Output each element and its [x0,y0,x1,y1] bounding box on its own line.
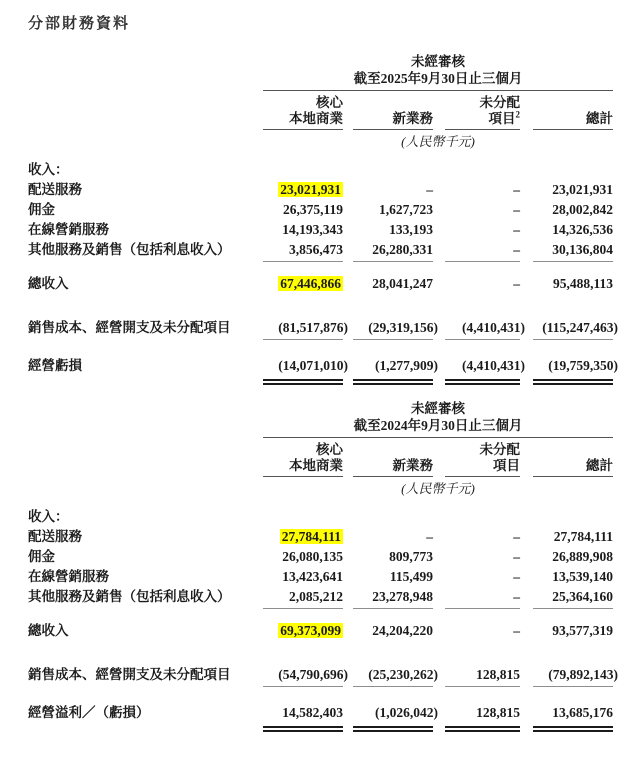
column-gap [343,240,353,262]
cell-total-col1 [263,621,343,641]
page-title: 分部財務資料 [28,15,131,32]
cell-value: – [513,182,520,197]
cell-item-col4 [533,527,613,547]
cell-item-col1 [263,527,343,547]
column-gap [433,547,445,567]
cell-item-last-col2 [353,587,433,609]
cell-value: 28,041,247 [372,276,433,291]
cell-value: (1,026,042) [375,705,438,720]
cell-item-col3 [445,527,520,547]
unaudited-label: 未經審核 [411,54,465,69]
column-gap [343,507,353,527]
cell-item-col2 [353,567,433,587]
col-header-line1: 未分配 [479,442,520,457]
cell-item-col3 [445,200,520,220]
cell-item-col3 [445,180,520,200]
column-gap [433,507,445,527]
row-spacer [28,151,613,160]
row-spacer [28,609,613,621]
row-spacer [28,294,613,318]
row-label-section: 收入： [28,509,69,524]
cell-item-last-col3 [445,240,520,262]
cell-value: (79,892,143) [548,667,618,682]
cell-value: 26,889,908 [552,549,613,564]
cell-item-col1 [263,220,343,240]
cell-result-col1 [263,703,343,732]
cell-value: (4,410,431) [462,358,525,373]
cell-section-col4 [533,507,613,527]
col-header-line2: 項目$^2$ [488,109,520,126]
column-gap [343,220,353,240]
cell-item-col4 [533,180,613,200]
col-header-unallocated-items [445,438,520,477]
cell-value: 69,373,099 [280,623,341,638]
cell-value: – [513,549,520,564]
column-gap [433,438,445,477]
segment-table-2025 [28,53,640,385]
col-header-line2: 總計 [586,111,613,126]
cell-value: – [513,529,520,544]
cell-result-col1 [263,356,348,385]
row-label-item: 配送服務 [28,182,82,197]
column-gap [520,665,533,687]
cell-value: (29,319,156) [368,320,438,335]
cell-total-col2 [353,621,433,641]
cell-costs-col1 [263,665,348,687]
row-label-item-last: 其他服務及銷售（包括利息收入） [28,242,231,257]
cell-value: – [513,589,520,604]
cell-item-col2 [353,200,433,220]
col-header-core-local-commerce [263,438,343,477]
row-label-item: 配送服務 [28,529,82,544]
cell-value: – [513,222,520,237]
row-label-item: 在線營銷服務 [28,569,109,584]
cell-total-col1 [263,274,343,294]
column-gap [520,180,533,200]
column-gap [343,160,353,180]
cell-value: 30,136,804 [552,242,613,257]
row-spacer [28,340,613,356]
cell-value: (54,790,696) [278,667,348,682]
cell-section-col3 [445,507,520,527]
row-label-section: 收入： [28,162,69,177]
cell-item-col2 [353,527,433,547]
column-gap [520,274,533,294]
cell-value: – [513,202,520,217]
cell-value: (81,517,876) [278,320,348,335]
cell-value: 23,021,931 [552,182,613,197]
cell-total-col3 [445,274,520,294]
column-gap [433,621,445,641]
col-header-line2: 項目 [493,458,520,473]
col-header-total [533,91,613,130]
cell-item-last-col3 [445,587,520,609]
cell-value: 27,784,111 [281,529,341,544]
column-gap [433,200,445,220]
cell-item-col4 [533,547,613,567]
cell-costs-col4 [533,318,618,340]
cell-costs-col4 [533,665,618,687]
col-header-unallocated-items [445,91,520,130]
cell-item-last-col1 [263,587,343,609]
cell-item-col4 [533,200,613,220]
row-label-result: 經營溢利／（虧損） [28,705,150,720]
cell-value: 13,423,641 [282,569,343,584]
row-label-item: 佣金 [28,549,55,564]
cell-value: 23,278,948 [372,589,433,604]
column-gap [343,180,353,200]
cell-result-col3 [445,356,525,385]
column-gap [520,356,533,385]
col-header-new-initiatives [353,438,433,477]
column-gap [343,91,353,130]
cell-value: 26,280,331 [372,242,433,257]
cell-total-col4 [533,621,613,641]
col-header-line2: 本地商業 [289,458,343,473]
column-gap [343,567,353,587]
column-gap [433,703,445,732]
column-gap [433,587,445,609]
column-gap [343,274,353,294]
cell-item-col1 [263,200,343,220]
column-gap [343,703,353,732]
currency-note: (人民幣千元) [401,134,475,149]
column-gap [520,507,533,527]
cell-value: – [426,529,433,544]
col-header-line2: 本地商業 [289,111,343,126]
col-header-line2: 新業務 [392,111,433,126]
column-gap [433,180,445,200]
cell-value: – [426,182,433,197]
row-spacer [28,641,613,665]
cell-section-col1 [263,507,343,527]
column-gap [343,621,353,641]
cell-value: – [513,623,520,638]
row-label-costs: 銷售成本、經營開支及未分配項目 [28,667,231,682]
cell-value: 95,488,113 [552,276,613,291]
col-header-line1: 核心 [316,95,343,110]
column-gap [343,547,353,567]
row-label-item: 佣金 [28,202,55,217]
column-gap [343,318,353,340]
cell-value: (1,277,909) [375,358,438,373]
cell-section-col2 [353,160,433,180]
cell-item-last-col4 [533,240,613,262]
column-gap [433,665,445,687]
cell-section-col3 [445,160,520,180]
cell-value: 23,021,931 [280,182,341,197]
cell-value: 14,193,343 [282,222,343,237]
cell-value: 13,539,140 [552,569,613,584]
cell-value: 133,193 [389,222,433,237]
cell-result-col4 [533,703,613,732]
cell-value: 25,364,160 [552,589,613,604]
cell-item-last-col1 [263,240,343,262]
column-gap [343,527,353,547]
cell-item-col1 [263,180,343,200]
cell-item-col2 [353,180,433,200]
cell-item-col4 [533,220,613,240]
cell-item-last-col4 [533,587,613,609]
cell-value: (19,759,350) [548,358,618,373]
column-gap [343,438,353,477]
cell-item-last-col2 [353,240,433,262]
col-header-total [533,438,613,477]
row-spacer [28,262,613,274]
cell-costs-col3 [445,318,525,340]
cell-value: (25,230,262) [368,667,438,682]
cell-value: 1,627,723 [379,202,433,217]
cell-item-col1 [263,547,343,567]
cell-value: 26,080,135 [282,549,343,564]
cell-value: 28,002,842 [552,202,613,217]
cell-value: – [513,276,520,291]
column-gap [520,200,533,220]
col-header-core-local-commerce [263,91,343,130]
period-label: 截至2025年9月30日止三個月 [263,70,613,91]
column-gap [343,200,353,220]
cell-costs-col3 [445,665,520,687]
row-spacer [28,498,613,507]
cell-value: (4,410,431) [462,320,525,335]
column-gap [520,220,533,240]
cell-value: – [513,242,520,257]
cell-costs-col2 [353,318,438,340]
cell-result-col2 [353,703,438,732]
cell-total-col2 [353,274,433,294]
column-gap [343,587,353,609]
cell-item-col3 [445,547,520,567]
cell-value: 2,085,212 [289,589,343,604]
cell-value: 3,856,473 [289,242,343,257]
column-gap [520,527,533,547]
cell-total-col4 [533,274,613,294]
column-gap [433,274,445,294]
column-gap [520,438,533,477]
cell-value: 14,582,403 [282,705,343,720]
cell-value: (115,247,463) [542,320,618,335]
footnote-marker: 2 [515,109,520,120]
header-label-spacer [28,91,263,130]
col-header-line2: 新業務 [392,458,433,473]
column-gap [433,318,445,340]
column-gap [520,703,533,732]
row-label-total: 總收入 [28,623,69,638]
header-label-spacer [28,438,263,477]
column-gap [343,665,353,687]
cell-item-col3 [445,567,520,587]
period-label: 截至2024年9月30日止三個月 [263,417,613,438]
cell-value: 115,499 [389,569,433,584]
cell-value: 24,204,220 [372,623,433,638]
cell-value: 13,685,176 [552,705,613,720]
cell-item-col4 [533,567,613,587]
cell-result-col4 [533,356,618,385]
cell-value: 14,326,536 [552,222,613,237]
col-header-new-initiatives [353,91,433,130]
financial-report-page [0,14,640,758]
cell-section-col2 [353,507,433,527]
column-gap [520,91,533,130]
row-label-item-last: 其他服務及銷售（包括利息收入） [28,589,231,604]
cell-item-col2 [353,547,433,567]
column-gap [433,240,445,262]
row-label-item: 在線營銷服務 [28,222,109,237]
cell-section-col4 [533,160,613,180]
cell-total-col3 [445,621,520,641]
column-gap [520,567,533,587]
cell-costs-col2 [353,665,438,687]
column-gap [433,567,445,587]
column-gap [520,587,533,609]
cell-value: – [513,569,520,584]
cell-result-col2 [353,356,438,385]
column-gap [433,356,445,385]
segment-table-2024 [28,400,640,732]
cell-value: 93,577,319 [552,623,613,638]
cell-value: 128,815 [476,667,520,682]
cell-section-col1 [263,160,343,180]
col-header-line2: 總計 [586,458,613,473]
cell-value: 809,773 [389,549,433,564]
row-label-result: 經營虧損 [28,358,82,373]
cell-value: 26,375,119 [282,202,343,217]
column-gap [433,527,445,547]
row-label-costs: 銷售成本、經營開支及未分配項目 [28,320,231,335]
col-header-line1: 未分配 [479,95,520,110]
column-gap [520,318,533,340]
column-gap [520,621,533,641]
cell-value: 67,446,866 [280,276,341,291]
row-label-total: 總收入 [28,276,69,291]
unaudited-label: 未經審核 [411,401,465,416]
column-gap [433,91,445,130]
column-gap [433,220,445,240]
col-header-line1: 核心 [316,442,343,457]
cell-value: 128,815 [476,705,520,720]
column-gap [520,547,533,567]
cell-item-col3 [445,220,520,240]
column-gap [520,240,533,262]
column-gap [520,160,533,180]
cell-value: (14,071,010) [278,358,348,373]
cell-item-col2 [353,220,433,240]
cell-item-col1 [263,567,343,587]
cell-result-col3 [445,703,520,732]
currency-note: (人民幣千元) [401,481,475,496]
cell-value: 27,784,111 [553,529,613,544]
cell-costs-col1 [263,318,348,340]
column-gap [433,160,445,180]
column-gap [343,356,353,385]
row-spacer [28,687,613,703]
